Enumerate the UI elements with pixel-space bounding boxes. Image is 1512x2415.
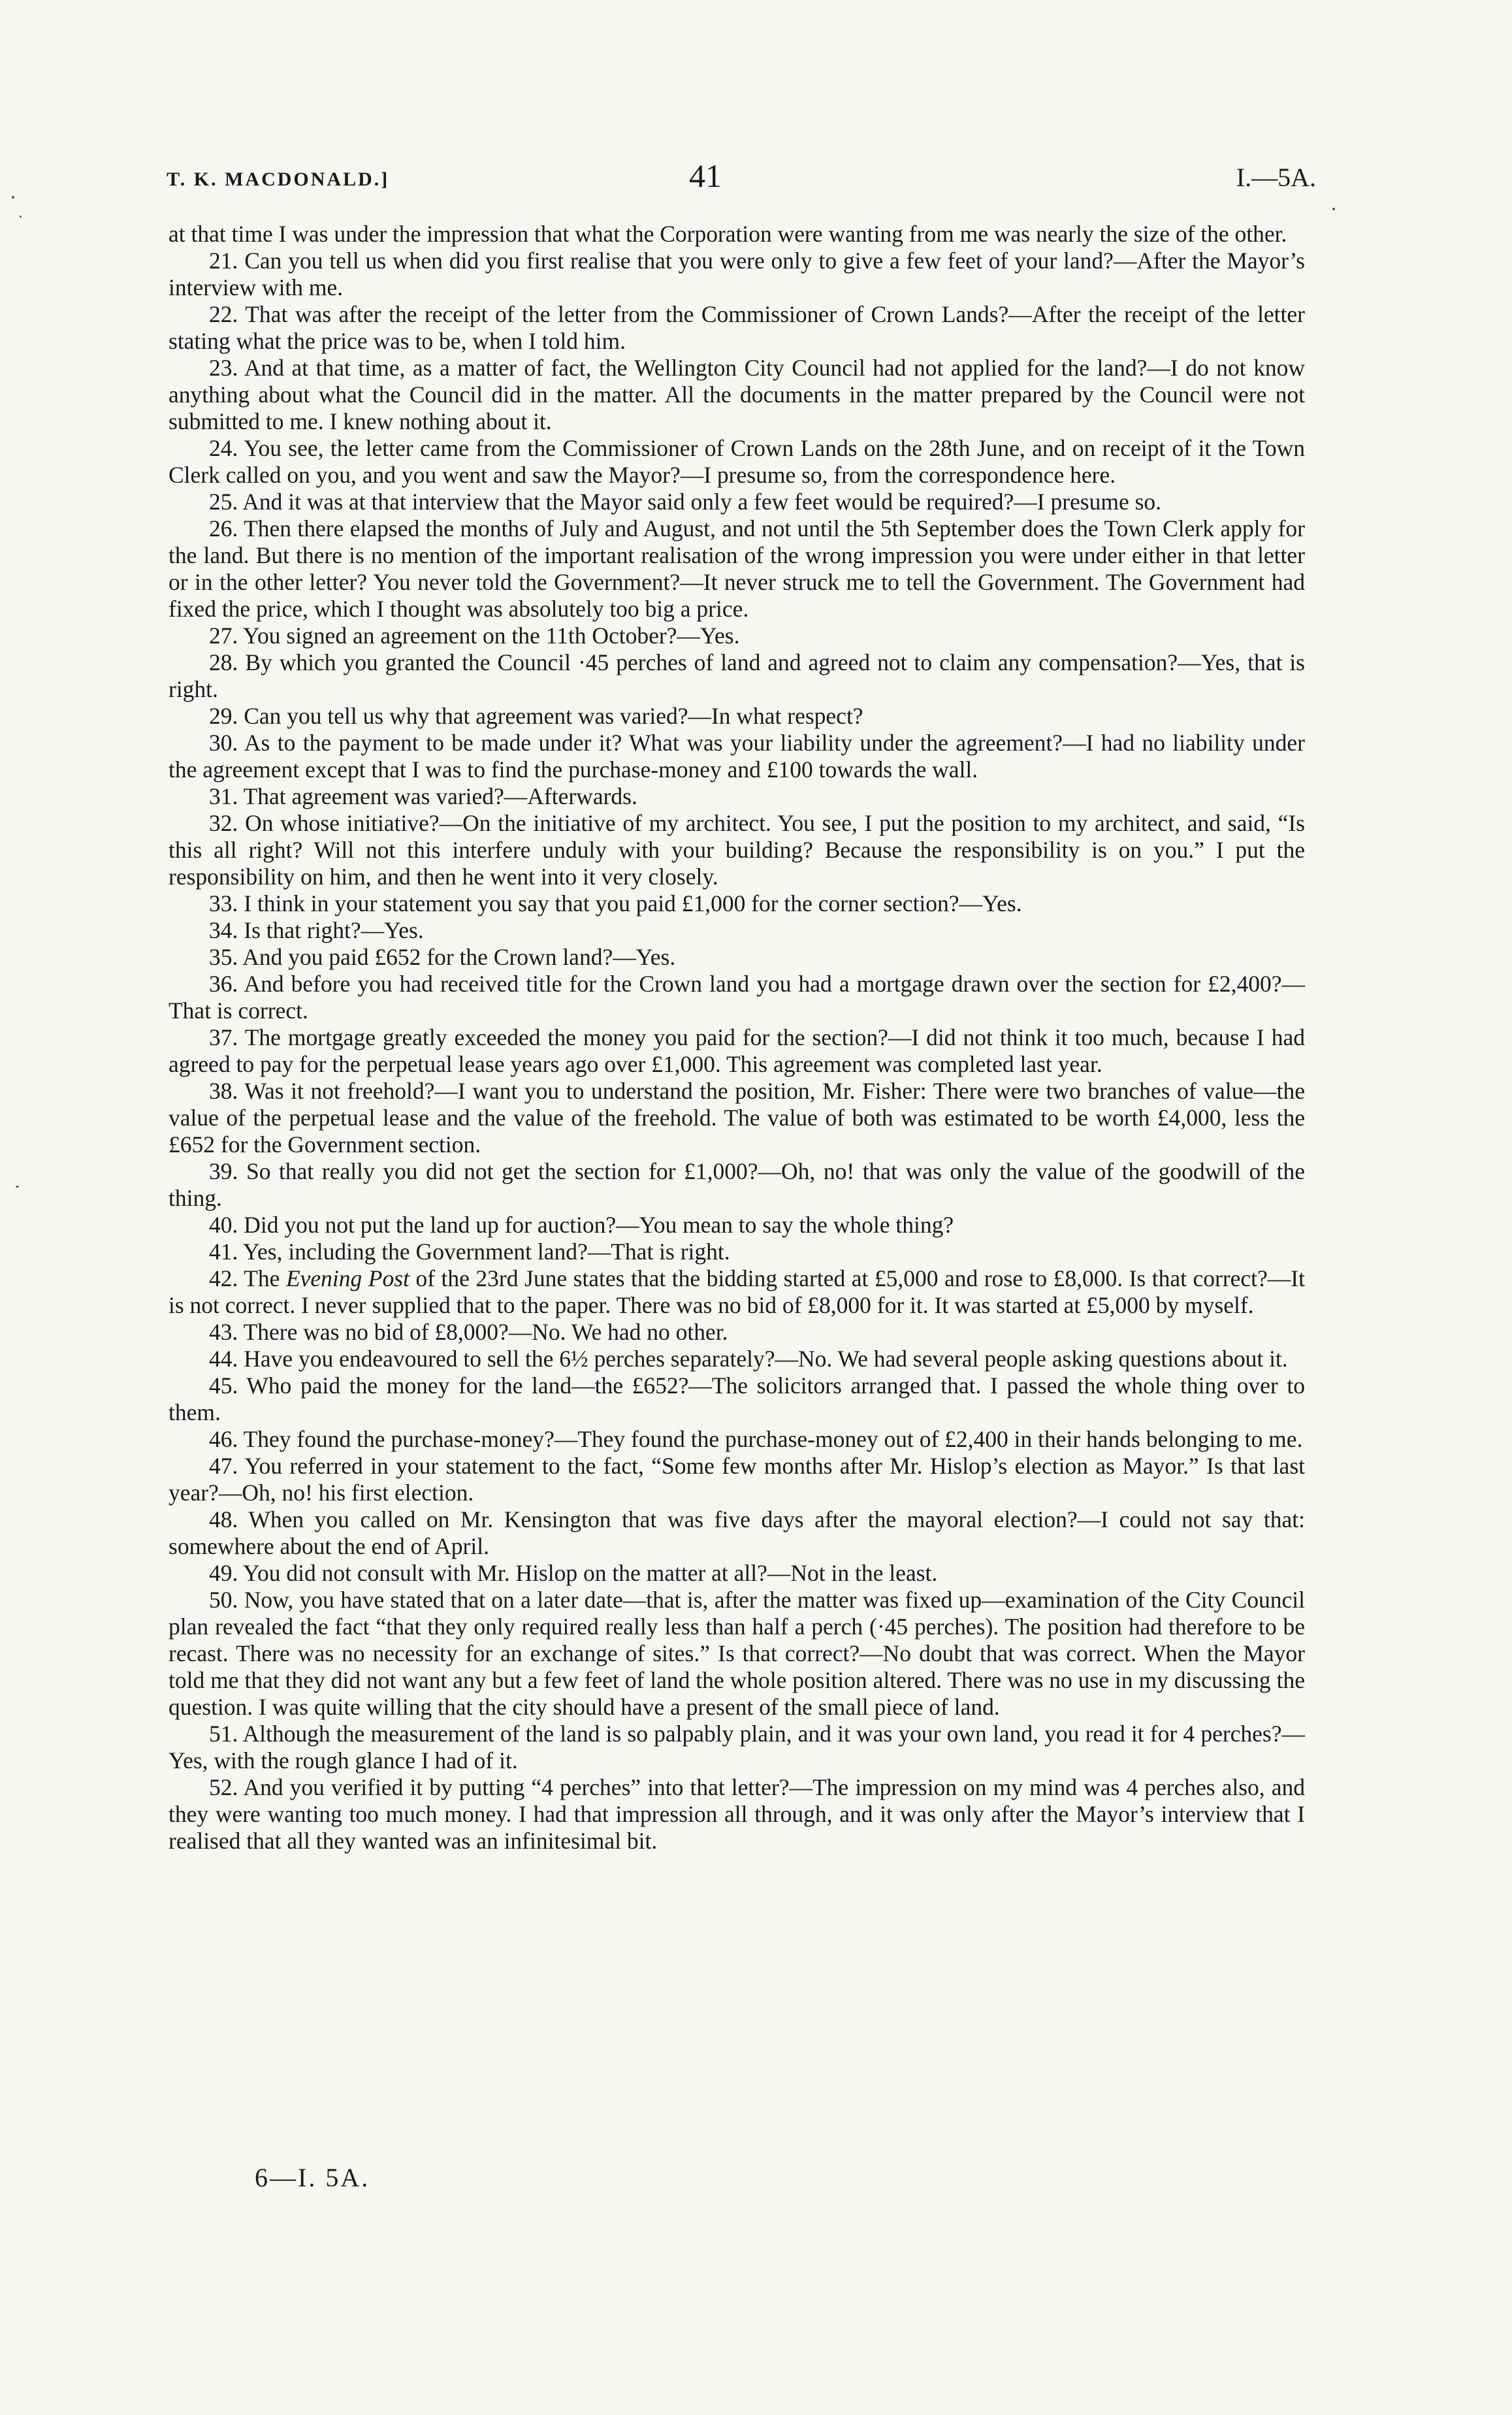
question-51: 51. Although the measurement of the land is so palpably plain, and it was your own land, you read it for 4 perches?—Yes, with the rough glance I had of it. <box>169 1721 1305 1774</box>
newspaper-title: Evening Post <box>285 1265 410 1291</box>
question-25: 25. And it was at that interview that the Mayor said only a few feet would be required?—I presume so. <box>209 489 1162 515</box>
question-43: 43. There was no bid of £8,000?—No. We had no other. <box>209 1319 728 1345</box>
question-42: 42. The Evening Post of the 23rd June states that the bidding started at £5,000 and rose to £8,000. Is that correct?—It is not correct. I never supplied that to the paper. There was no bid of £8,000 for it. It was started at £5,000 by myself. <box>169 1265 1305 1318</box>
question-27: 27. You signed an agreement on the 11th October?—Yes. <box>209 623 740 649</box>
question-40: 40. Did you not put the land up for auction?—You mean to say the whole thing? <box>209 1212 954 1238</box>
scan-speck <box>12 196 14 199</box>
scan-speck <box>1332 208 1335 210</box>
question-32: 32. On whose initiative?—On the initiative of my architect. You see, I put the position to my architect, and said, “Is this all right? Will not this interfere unduly with your building? Because the responsibility is on you.” I put the responsibility on him, and then he went into it very closely. <box>169 810 1305 890</box>
question-44: 44. Have you endeavoured to sell the 6½ perches separately?—No. We had several people asking questions about it. <box>209 1346 1288 1372</box>
signature-mark: 6—I. 5A. <box>255 2163 370 2192</box>
question-31: 31. That agreement was varied?—Afterwards. <box>209 783 637 809</box>
question-38: 38. Was it not freehold?—I want you to understand the position, Mr. Fisher: There were two branches of value—the value of the perpetual lease and the value of the freehold. The value of both was estimated to be worth £4,000, less the £652 for the Government section. <box>169 1078 1305 1158</box>
question-26: 26. Then there elapsed the months of July and August, and not until the 5th September does the Town Clerk apply for the land. But there is no mention of the important realisation of the wrong impression you were under either in that letter or in the other letter? You never told the Government?—It never struck me to tell the Government. The Government had fixed the price, which I thought was absolutely too big a price. <box>169 515 1305 622</box>
question-47: 47. You referred in your statement to the fact, “Some few months after Mr. Hislop’s election as Mayor.” Is that last year?—Oh, no! his first election. <box>169 1453 1305 1506</box>
question-21: 21. Can you tell us when did you first realise that you were only to give a few feet of your land?—After the Mayor’s interview with me. <box>169 248 1305 300</box>
question-49: 49. You did not consult with Mr. Hislop on the matter at all?—Not in the least. <box>209 1560 938 1586</box>
page-number: 41 <box>689 157 722 194</box>
question-50: 50. Now, you have stated that on a later date—that is, after the matter was fixed up—examination of the City Council plan revealed the fact “that they only required really less than half a perch (·45 perches). The position had therefore to be recast. There was no necessity for an exchange of sites.” Is that correct?—No doubt that was correct. When the Mayor told me that they did not want any but a few feet of land the whole position altered. There was no use in my discussing the question. I was quite willing that the city should have a present of the small piece of land. <box>169 1587 1305 1720</box>
question-33: 33. I think in your statement you say that you paid £1,000 for the corner section?—Yes. <box>209 890 1022 916</box>
question-37: 37. The mortgage greatly exceeded the money you paid for the section?—I did not think it too much, because I had agreed to pay for the perpetual lease years ago over £1,000. This agreement was completed last year. <box>169 1024 1305 1077</box>
question-48: 48. When you called on Mr. Kensington that was five days after the mayoral election?—I could not say that: somewhere about the end of April. <box>169 1506 1305 1559</box>
question-36: 36. And before you had received title for the Crown land you had a mortgage drawn over the section for £2,400?—That is correct. <box>169 971 1305 1024</box>
question-45: 45. Who paid the money for the land—the £652?—The solicitors arranged that. I passed the whole thing over to them. <box>169 1372 1305 1425</box>
question-24: 24. You see, the letter came from the Commissioner of Crown Lands on the 28th June, and on receipt of it the Town Clerk called on you, and you went and saw the Mayor?—I presume so, from the correspondence here. <box>169 435 1305 488</box>
question-46: 46. They found the purchase-money?—They found the purchase-money out of £2,400 in their hands belonging to me. <box>209 1426 1303 1452</box>
scan-speck <box>16 1186 19 1188</box>
question-39: 39. So that really you did not get the section for £1,000?—Oh, no! that was only the value of the goodwill of the thing. <box>169 1158 1305 1211</box>
question-28: 28. By which you granted the Council ·45 perches of land and agreed not to claim any compensation?—Yes, that is right. <box>169 649 1305 702</box>
scan-speck <box>20 216 22 218</box>
page-header <box>167 157 1316 203</box>
testimony-body <box>169 221 1305 1855</box>
question-41: 41. Yes, including the Government land?—That is right. <box>209 1239 730 1265</box>
question-52: 52. And you verified it by putting “4 perches” into that letter?—The impression on my mind was 4 perches also, and they were wanting too much money. I had that impression all through, and it was only after the Mayor’s interview that I realised that all they wanted was an infinitesimal bit. <box>169 1774 1305 1854</box>
question-22: 22. That was after the receipt of the letter from the Commissioner of Crown Lands?—After the receipt of the letter stating what the price was to be, when I told him. <box>169 301 1305 354</box>
question-35: 35. And you paid £652 for the Crown land?—Yes. <box>209 944 676 970</box>
paragraph-continued: at that time I was under the impression that what the Corporation were wanting from me was nearly the size of the other. <box>169 221 1287 247</box>
question-23: 23. And at that time, as a matter of fact, the Wellington City Council had not applied for the land?—I do not know anything about what the Council did in the matter. All the documents in the matter prepared by the Council were not submitted to me. I knew nothing about it. <box>169 355 1305 434</box>
question-29: 29. Can you tell us why that agreement was varied?—In what respect? <box>209 703 863 729</box>
question-34: 34. Is that right?—Yes. <box>209 917 424 943</box>
witness-name: T. K. MACDONALD.] <box>167 169 390 190</box>
paper-reference: I.—5A. <box>1236 163 1316 192</box>
question-30: 30. As to the payment to be made under it? What was your liability under the agreement?—I had no liability under the agreement except that I was to find the purchase-money and £100 towards the wall. <box>169 730 1305 783</box>
